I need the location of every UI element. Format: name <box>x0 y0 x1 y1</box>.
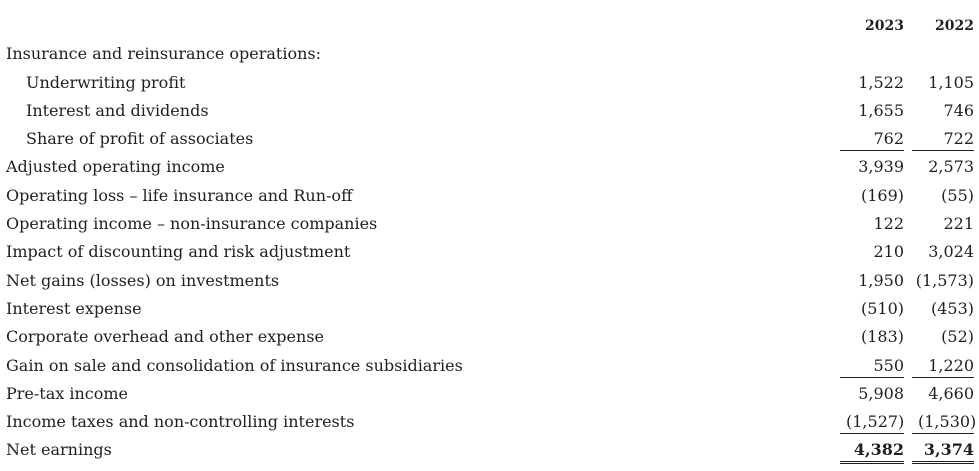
value-2023: 1,950 <box>858 270 904 290</box>
value-2022: 1,220 <box>912 352 974 380</box>
row-label: Corporate overhead and other expense <box>6 327 324 347</box>
earnings-table <box>6 12 977 465</box>
value-2023: 3,939 <box>858 157 904 177</box>
value-2023 <box>840 40 904 68</box>
header-row <box>6 12 974 40</box>
value-2022: 722 <box>912 125 974 153</box>
row-label: Operating loss – life insurance and Run-off <box>6 185 353 205</box>
row-label: Impact of discounting and risk adjustment <box>6 242 351 262</box>
value-2022: 3,374 <box>912 436 974 464</box>
row-label: Adjusted operating income <box>6 157 225 177</box>
table-row-subtotal <box>6 153 974 181</box>
row-label: Income taxes and non-controlling interests <box>6 412 355 432</box>
table-row <box>6 267 974 295</box>
table-row <box>6 97 974 125</box>
value-2023: 4,382 <box>840 436 904 464</box>
table-row <box>6 69 974 97</box>
table-row <box>6 352 974 380</box>
table-row <box>6 238 974 266</box>
value-2023: 122 <box>873 214 904 234</box>
value-2022: 746 <box>943 100 974 120</box>
row-label: Interest and dividends <box>26 100 209 120</box>
row-label: Insurance and reinsurance operations: <box>6 44 321 64</box>
value-2023: (1,527) <box>840 408 904 436</box>
year-2023-header: 2023 <box>865 18 904 34</box>
table-row <box>6 408 974 436</box>
row-label: Operating income – non-insurance companies <box>6 214 378 234</box>
value-2022: 2,573 <box>928 157 974 177</box>
table-row <box>6 295 974 323</box>
header-label-cell <box>6 12 840 40</box>
value-2022: (1,530) <box>912 408 974 436</box>
value-2023: 5,908 <box>858 383 904 403</box>
value-2022: (52) <box>941 327 974 347</box>
table-row <box>6 182 974 210</box>
value-2022 <box>912 40 974 68</box>
value-2022: (453) <box>930 298 974 318</box>
row-label: Gain on sale and consolidation of insurance subsidiaries <box>6 355 463 375</box>
year-2022-header: 2022 <box>935 18 974 34</box>
value-2023: (183) <box>860 327 904 347</box>
value-2023: 550 <box>840 352 904 380</box>
value-2022: (55) <box>941 185 974 205</box>
row-label: Net gains (losses) on investments <box>6 270 280 290</box>
table-row <box>6 125 974 153</box>
value-2023: 1,655 <box>858 100 904 120</box>
row-label: Interest expense <box>6 298 142 318</box>
value-2023: (510) <box>860 298 904 318</box>
row-label: Net earnings <box>6 440 112 460</box>
value-2023: 210 <box>873 242 904 262</box>
value-2022: (1,573) <box>915 270 974 290</box>
value-2022: 221 <box>943 214 974 234</box>
table-row-section-heading <box>6 40 974 68</box>
value-2022: 4,660 <box>928 383 974 403</box>
value-2022: 1,105 <box>928 72 974 92</box>
table-row-subtotal <box>6 380 974 408</box>
value-2023: (169) <box>860 185 904 205</box>
value-2023: 1,522 <box>858 72 904 92</box>
table-row <box>6 210 974 238</box>
row-label: Share of profit of associates <box>26 129 254 149</box>
row-label: Pre-tax income <box>6 383 129 403</box>
table-row-total <box>6 436 974 464</box>
table-row <box>6 323 974 351</box>
value-2023: 762 <box>840 125 904 153</box>
row-label: Underwriting profit <box>26 72 186 92</box>
value-2022: 3,024 <box>928 242 974 262</box>
